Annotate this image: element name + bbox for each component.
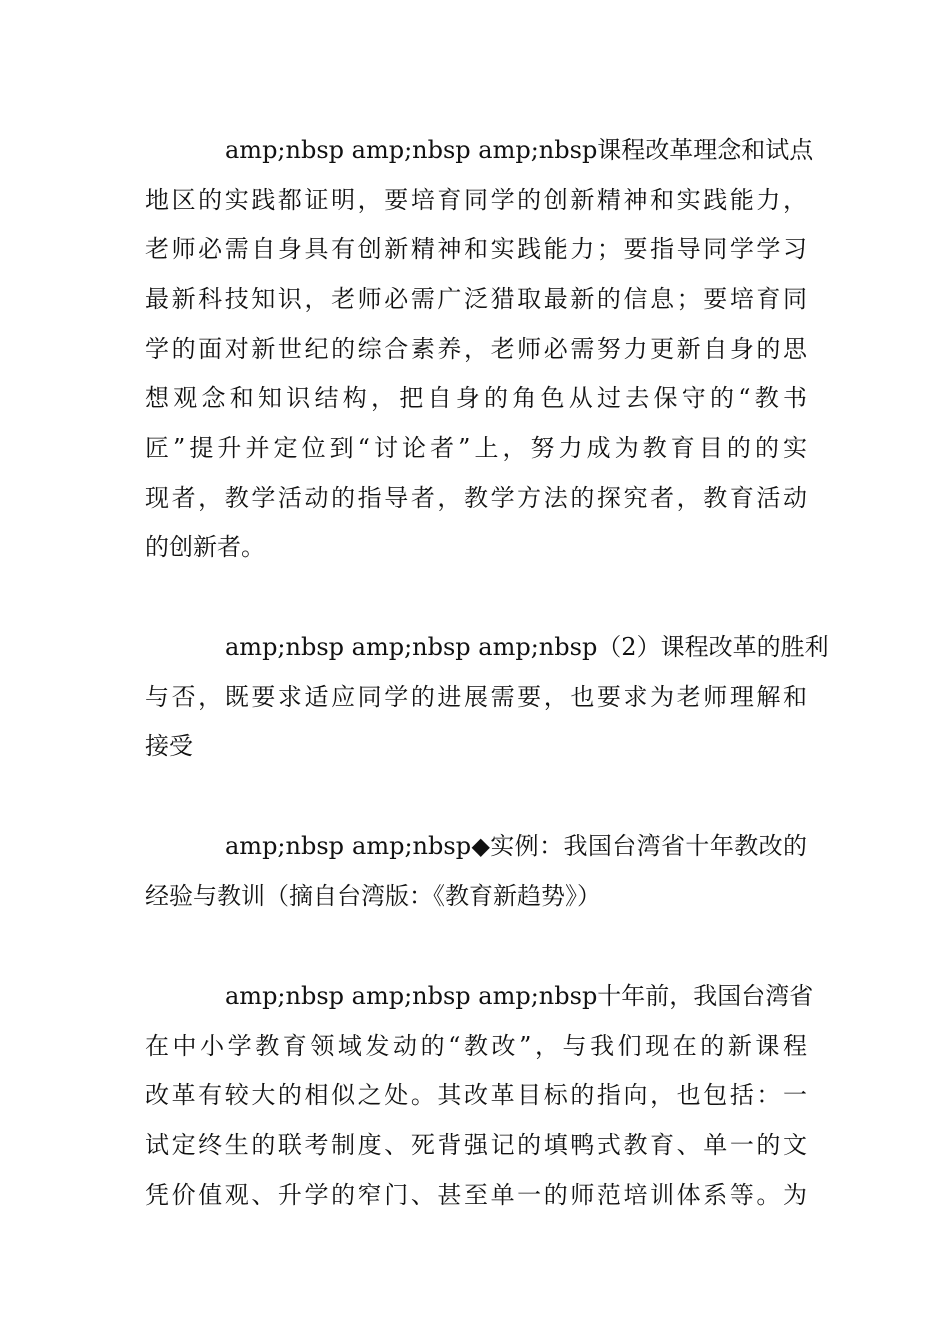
paragraph-1-line-4: 最新科技知识，老师必需广泛猎取最新的信息；要培育同 xyxy=(145,285,807,313)
paragraph-3-line-2: 经验与教训（摘自台湾版：《教育新趋势》） xyxy=(145,882,601,910)
paragraph-1-line-2: 地区的实践都证明，要培育同学的创新精神和实践能力， xyxy=(145,186,807,214)
paragraph-4-line-2: 在中小学教育领域发动的“教改”，与我们现在的新课程 xyxy=(145,1032,807,1060)
paragraph-1-line-8: 现者，教学活动的指导者，教学方法的探究者，教育活动 xyxy=(145,484,807,512)
paragraph-1-line-6: 想观念和知识结构，把自身的角色从过去保守的“教书 xyxy=(145,384,807,412)
paragraph-2-line-2: 与否，既要求适应同学的进展需要，也要求为老师理解和 xyxy=(145,683,807,711)
paragraph-2-line-1: amp;nbsp amp;nbsp amp;nbsp（2）课程改革的胜利 xyxy=(225,633,829,661)
paragraph-4-line-3: 改革有较大的相似之处。其改革目标的指向，也包括：一 xyxy=(145,1081,807,1109)
paragraph-1-line-7: 匠”提升并定位到“讨论者”上，努力成为教育目的的实 xyxy=(145,434,807,462)
paragraph-3-line-1: amp;nbsp amp;nbsp◆实例：我国台湾省十年教改的 xyxy=(225,832,807,860)
paragraph-4-line-4: 试定终生的联考制度、死背强记的填鸭式教育、单一的文 xyxy=(145,1131,807,1159)
paragraph-4-line-5: 凭价值观、升学的窄门、甚至单一的师范培训体系等。为 xyxy=(145,1181,807,1209)
paragraph-1-line-5: 学的面对新世纪的综合素养，老师必需努力更新自身的思 xyxy=(145,335,807,363)
paragraph-1-line-3: 老师必需自身具有创新精神和实践能力；要指导同学学习 xyxy=(145,235,807,263)
paragraph-1-line-1: amp;nbsp amp;nbsp amp;nbsp课程改革理念和试点 xyxy=(225,136,814,164)
paragraph-1-line-9: 的创新者。 xyxy=(145,533,265,561)
paragraph-4-line-1: amp;nbsp amp;nbsp amp;nbsp十年前，我国台湾省 xyxy=(225,982,814,1010)
paragraph-2-line-3: 接受 xyxy=(145,732,193,760)
